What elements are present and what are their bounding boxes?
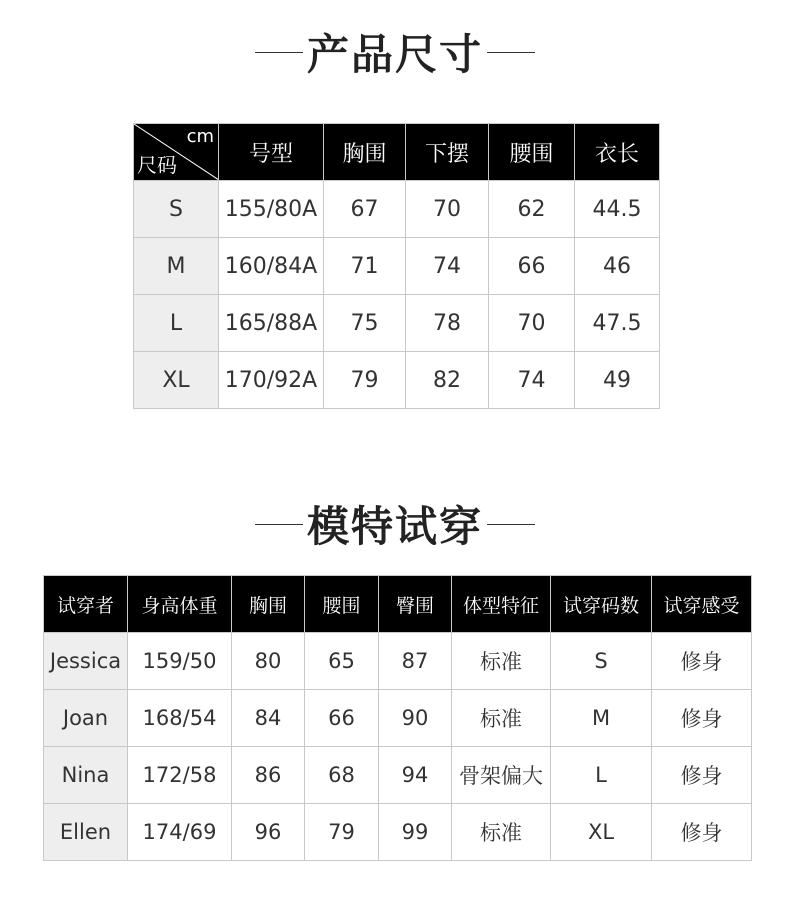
model-table-cell: 86 [232, 747, 305, 804]
size-table-header-row [134, 124, 660, 181]
model-table-cell: S [551, 633, 652, 690]
unit-label: cm [186, 126, 214, 147]
size-column-label: 尺码 [137, 153, 177, 177]
size-table-cell: 67 [324, 181, 406, 238]
model-table-cell: L [551, 747, 652, 804]
model-table-header-row [44, 576, 752, 633]
model-table-cell: 168/54 [128, 690, 232, 747]
size-label-cell: M [134, 238, 219, 295]
model-table-cell: 修身 [652, 804, 752, 861]
model-table-cell: 172/58 [128, 747, 232, 804]
size-table-cell: 62 [489, 181, 575, 238]
model-table-row [44, 804, 752, 861]
size-table-cell: 70 [406, 181, 489, 238]
model-table-cell: 90 [379, 690, 452, 747]
model-name-cell: Jessica [44, 633, 128, 690]
heading-divider-left [255, 524, 303, 525]
size-table-cell: 46 [575, 238, 660, 295]
model-table-cell: 66 [305, 690, 379, 747]
model-section-heading [0, 494, 790, 554]
size-table-cell: 75 [324, 295, 406, 352]
size-table-row [134, 352, 660, 409]
model-table-header-cell: 腰围 [305, 576, 379, 633]
model-table-row [44, 690, 752, 747]
model-table-header-cell: 胸围 [232, 576, 305, 633]
model-table-cell: 修身 [652, 690, 752, 747]
size-table-cell: 82 [406, 352, 489, 409]
model-table-row [44, 747, 752, 804]
model-table-header-cell: 试穿码数 [551, 576, 652, 633]
model-table-cell: 159/50 [128, 633, 232, 690]
model-table-cell: 修身 [652, 747, 752, 804]
size-table-cell: 66 [489, 238, 575, 295]
model-table-cell: 68 [305, 747, 379, 804]
model-section-title: 模特试穿 [306, 502, 483, 551]
size-table-cell: 74 [489, 352, 575, 409]
size-table-cell: 49 [575, 352, 660, 409]
model-table-cell: 修身 [652, 633, 752, 690]
size-table-cell: 71 [324, 238, 406, 295]
model-table-cell: 标准 [452, 633, 551, 690]
size-table-header-cell: 胸围 [324, 124, 406, 181]
size-table-cell: 74 [406, 238, 489, 295]
size-table-cell: 170/92A [219, 352, 324, 409]
model-table-cell: 80 [232, 633, 305, 690]
size-table-row [134, 295, 660, 352]
size-table-row [134, 181, 660, 238]
size-table-cell: 160/84A [219, 238, 324, 295]
size-table-cell: 47.5 [575, 295, 660, 352]
size-label-cell: L [134, 295, 219, 352]
model-table-cell: 骨架偏大 [452, 747, 551, 804]
model-table-cell: M [551, 690, 652, 747]
model-table-row [44, 633, 752, 690]
model-table-header-cell: 试穿感受 [652, 576, 752, 633]
size-table-cell: 155/80A [219, 181, 324, 238]
size-table-cell: 165/88A [219, 295, 324, 352]
model-table-cell: XL [551, 804, 652, 861]
model-table-cell: 65 [305, 633, 379, 690]
model-name-cell: Joan [44, 690, 128, 747]
model-table-header-cell: 身高体重 [128, 576, 232, 633]
model-table-cell: 99 [379, 804, 452, 861]
model-table-cell: 84 [232, 690, 305, 747]
model-table-header-cell: 臀围 [379, 576, 452, 633]
model-table-cell: 87 [379, 633, 452, 690]
size-section-heading [0, 22, 790, 82]
model-table-cell: 79 [305, 804, 379, 861]
size-table-cell: 44.5 [575, 181, 660, 238]
size-table-cell: 79 [324, 352, 406, 409]
model-table-header-cell: 试穿者 [44, 576, 128, 633]
size-table-header-cell: 衣长 [575, 124, 660, 181]
size-table-header-cell: 腰围 [489, 124, 575, 181]
size-table-header-cell: 号型 [219, 124, 324, 181]
model-table-cell: 94 [379, 747, 452, 804]
model-table-cell: 标准 [452, 690, 551, 747]
size-table-corner-header [134, 124, 219, 181]
model-name-cell: Ellen [44, 804, 128, 861]
model-table-cell: 96 [232, 804, 305, 861]
model-name-cell: Nina [44, 747, 128, 804]
size-section-title: 产品尺寸 [306, 30, 483, 79]
heading-divider-left [255, 52, 303, 53]
size-table [133, 123, 660, 409]
size-table-cell: 70 [489, 295, 575, 352]
model-table-cell: 174/69 [128, 804, 232, 861]
size-table-header-cell: 下摆 [406, 124, 489, 181]
size-label-cell: XL [134, 352, 219, 409]
model-table-header-cell: 体型特征 [452, 576, 551, 633]
size-label-cell: S [134, 181, 219, 238]
size-table-row [134, 238, 660, 295]
heading-divider-right [487, 52, 535, 53]
size-table-cell: 78 [406, 295, 489, 352]
model-table-cell: 标准 [452, 804, 551, 861]
heading-divider-right [487, 524, 535, 525]
model-table [43, 575, 752, 861]
